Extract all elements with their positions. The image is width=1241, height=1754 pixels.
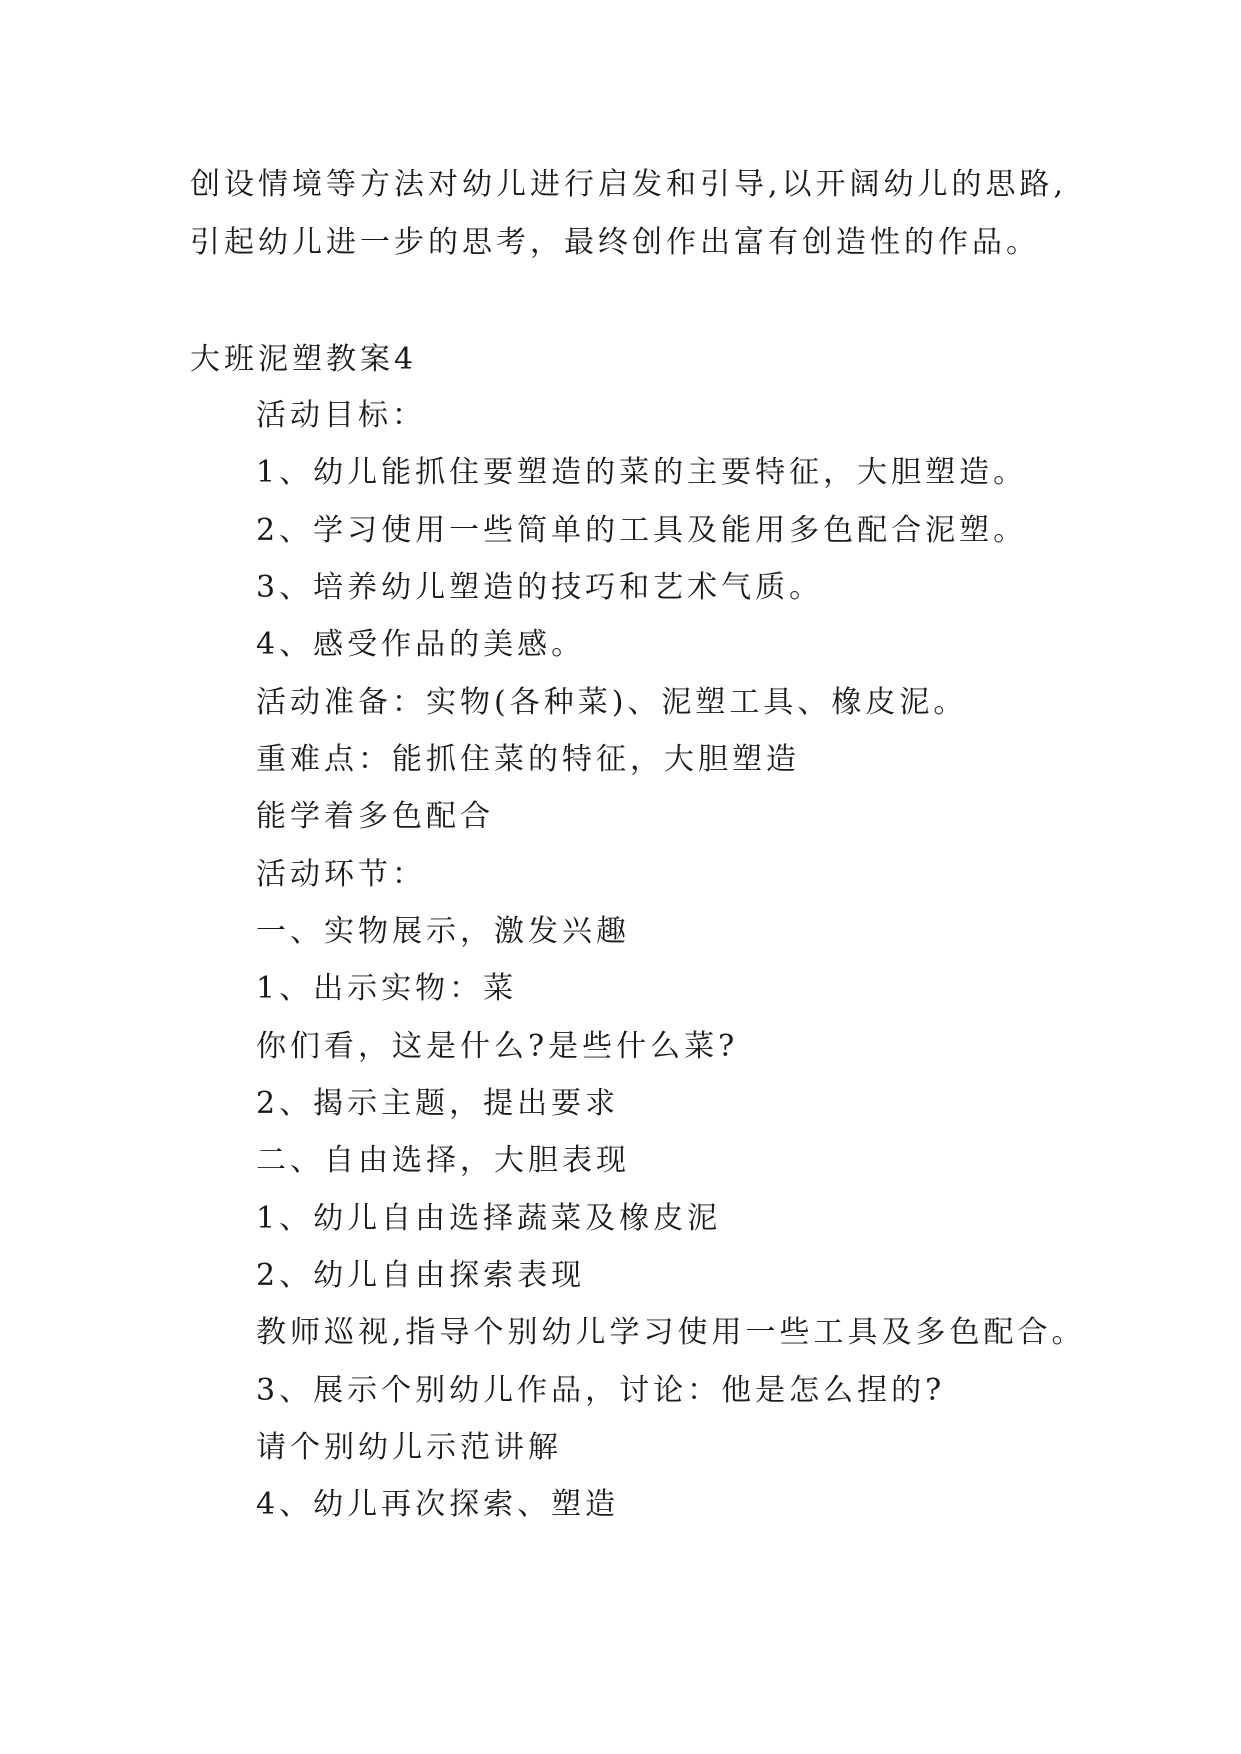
step-one-heading: 一、实物展示，激发兴趣 [256,914,630,949]
activity-steps-heading: 活动环节： [256,857,426,892]
step-one-question: 你们看，这是什么?是些什么菜? [256,1029,739,1064]
activity-preparation: 活动准备：实物(各种菜)、泥塑工具、橡皮泥。 [256,685,968,720]
demonstration-note: 请个别幼儿示范讲解 [256,1430,562,1465]
step-one-item-1: 1、出示实物：菜 [256,971,518,1006]
goal-item-1: 1、幼儿能抓住要塑造的菜的主要特征，大胆塑造。 [256,455,1028,490]
intro-paragraph-line-1: 创设情境等方法对幼儿进行启发和引导,以开阔幼儿的思路, [190,167,1068,202]
goal-item-4: 4、感受作品的美感。 [256,627,586,662]
goal-item-2: 2、学习使用一些简单的工具及能用多色配合泥塑。 [256,513,1028,548]
step-one-item-2: 2、揭示主题，提出要求 [256,1086,620,1121]
step-two-item-3: 3、展示个别幼儿作品，讨论：他是怎么捏的? [256,1373,946,1408]
step-two-item-2: 2、幼儿自由探索表现 [256,1258,586,1293]
step-two-heading: 二、自由选择，大胆表现 [256,1143,630,1178]
key-points-continued: 能学着多色配合 [256,799,494,834]
step-two-item-4: 4、幼儿再次探索、塑造 [256,1487,620,1522]
step-two-item-1: 1、幼儿自由选择蔬菜及橡皮泥 [256,1201,722,1236]
section-title: 大班泥塑教案4 [190,342,418,377]
teacher-guidance: 教师巡视,指导个别幼儿学习使用一些工具及多色配合。 [256,1315,1086,1350]
key-points: 重难点：能抓住菜的特征，大胆塑造 [256,742,800,777]
activity-goals-heading: 活动目标： [256,398,426,433]
intro-paragraph-line-2: 引起幼儿进一步的思考，最终创作出富有创造性的作品。 [190,225,1040,260]
goal-item-3: 3、培养幼儿塑造的技巧和艺术气质。 [256,570,824,605]
